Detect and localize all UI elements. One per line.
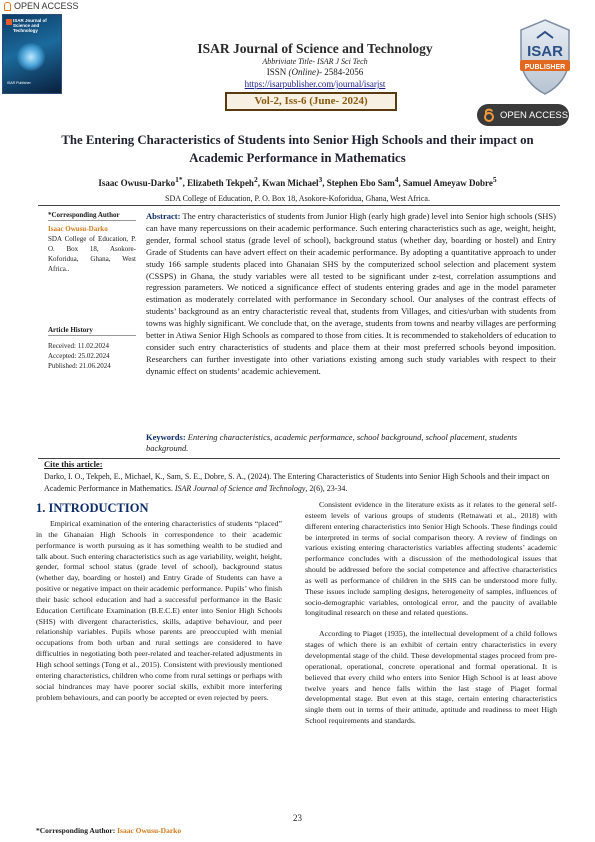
author-name: Kwan Michael bbox=[262, 178, 319, 188]
corresponding-author-address: SDA College of Education, P. O. Box 18, Asokore-Koforidua, Ghana, West Africa.. bbox=[48, 235, 136, 273]
abstract bbox=[146, 211, 556, 378]
introduction-heading: 1. INTRODUCTION bbox=[36, 501, 149, 515]
accepted-date: Accepted: 25.02.2024 bbox=[48, 352, 110, 360]
open-access-top-text: OPEN ACCESS bbox=[14, 1, 79, 11]
corresponding-author-label: *Corresponding Author bbox=[48, 211, 120, 219]
keywords bbox=[146, 432, 556, 454]
volume-issue-badge: Vol-2, Iss-6 (June- 2024) bbox=[225, 92, 397, 111]
citation-tail: , 2(6), 23-34. bbox=[305, 484, 348, 493]
corresponding-author-name: Isaac Owusu-Darko bbox=[48, 225, 108, 233]
logo-text: ISAR bbox=[527, 43, 563, 60]
open-access-top-label bbox=[4, 1, 79, 11]
keywords-heading: Keywords: bbox=[146, 432, 186, 442]
citation bbox=[44, 471, 559, 495]
author-sup: 2 bbox=[253, 175, 258, 184]
intro-paragraph: Consistent evidence in the literature exists as it relates to the general self-esteem levels of various groups of students (Retnawati et al., 2018) with different entering characteristics into Senior High Schools. These findings could be interpreted in terms of social comparison theory. A review of findings on various existing entering characteristics variables affecting students’ academic performance concludes with a discussion of the methodological issues that should be addressed before the social competence and affective characteristics as well as performance of children in the SHS can be understood more fully. These issues include sampling designs, heterogeneity of samples, influences of socio-demographic variables, ontological error, and the paucity of available longitudinal research on these and related questions. bbox=[305, 500, 557, 618]
footer-label: *Corresponding Author: bbox=[36, 826, 118, 835]
cover-publisher: ISAR Publisher bbox=[7, 81, 31, 85]
cover-logo-square bbox=[6, 19, 12, 25]
author-sup: 3 bbox=[318, 175, 323, 184]
open-access-badge-text: OPEN ACCESS bbox=[500, 109, 569, 121]
article-history-label: Article History bbox=[48, 326, 93, 334]
issn-type: (Online) bbox=[288, 67, 319, 77]
author-name: Samuel Ameyaw Dobre bbox=[402, 178, 493, 188]
paper-title: The Entering Characteristics of Students into Senior High Schools and their impact on Academic Performance in Mathematics bbox=[61, 133, 534, 165]
intro-column-2 bbox=[305, 500, 557, 737]
abstract-divider bbox=[38, 458, 560, 459]
paper-affiliation: SDA College of Education, P. O. Box 18, Asokore-Koforidua, Ghana, West Africa. bbox=[165, 194, 430, 203]
cover-title: ISAR Journal of Science and Technology bbox=[13, 18, 47, 34]
journal-url-link[interactable]: https://isarpublisher.com/journal/isarjst bbox=[244, 79, 386, 89]
cover-globe-graphic bbox=[17, 43, 45, 71]
logo-subtext: PUBLISHER bbox=[524, 64, 566, 71]
author-name: Elizabeth Tekpeh bbox=[187, 178, 254, 188]
author-sup: 1* bbox=[175, 175, 183, 184]
keywords-list: Entering characteristics, academic performance, school background, school placement, students background. bbox=[146, 432, 518, 453]
footer-author-name: Isaac Owusu-Darko bbox=[117, 826, 182, 835]
journal-issn bbox=[150, 67, 480, 77]
cite-heading: Cite this article: bbox=[44, 459, 103, 469]
footer-corresponding-author bbox=[36, 826, 181, 835]
isar-publisher-logo bbox=[517, 18, 573, 96]
abstract-heading: Abstract: bbox=[146, 211, 181, 221]
issn-value: - 2584-2056 bbox=[319, 67, 364, 77]
author-name: Isaac Owusu-Darko bbox=[98, 178, 176, 188]
paper-authors: Isaac Owusu-Darko$^{1*}$, Elizabeth Tekpeh$^2$, Kwan Michael$^3$, Stephen Ebo Sam$^4$, Samuel Ameyaw Dobre$^5$ bbox=[98, 175, 497, 188]
published-date: Published: 21.06.2024 bbox=[48, 362, 111, 370]
citation-journal: ISAR Journal of Science and Technology bbox=[174, 484, 306, 493]
side-divider-history bbox=[48, 335, 136, 336]
author-sup: 4 bbox=[394, 175, 399, 184]
journal-abbreviation: Abbriviate Title- ISAR J Sci Tech bbox=[262, 57, 368, 66]
journal-title: ISAR Journal of Science and Technology bbox=[197, 41, 433, 56]
received-date: Received: 11.02.2024 bbox=[48, 342, 109, 350]
intro-column-1: Empirical examination of the entering characteristics of students “placed” in the Ghanaian High Schools in correspondence to their academic performance is worth pursuing as it has something wealth to be studied and talk about. Such entering characteristics such as age variability, weight, height, gender, formal school status (grade level of school), background status (whether day, boarding or hostel) and Entry Grade of Students can have a positive or negative impact on their academic performance. Pupils’ who finish their basic school education and had a successful performance in the Basic Education Certificate Examination (B.E.C.E) enter into Senior High Schools (SHS) with divergent characteristics, skills, adaptive behaviour, and peer relationship variables. Pupils whose parents are preoccupied with menial occupations from both urban and rural settings are considered to have difficulties in negotiating both peer-related and teacher-related adjustments in High school settings (Tong et al., 2015). Consistent with previously mentioned entering characteristics, children who come from rural settings or perhaps with social hindrances may have poorer social skills, exhibit more interfering problem behaviours, and can poorly be accepted or even rejected by peers. bbox=[36, 519, 282, 702]
citation-text: Darko, I. O., Tekpeh, E., Michael, K., Sam, S. E., Dobre, S. A., (2024). The Entering Characteristics of Students into Senior High Schools and their impact on Academic Performance in Mathematics. bbox=[44, 472, 550, 493]
article-history bbox=[48, 325, 136, 371]
open-access-lock-icon bbox=[483, 108, 495, 122]
issn-label: ISSN bbox=[266, 67, 289, 77]
open-lock-icon bbox=[4, 2, 11, 11]
journal-cover-thumbnail bbox=[2, 14, 62, 94]
page-number: 23 bbox=[293, 813, 302, 823]
side-divider-top bbox=[48, 220, 136, 221]
open-access-badge[interactable] bbox=[477, 104, 569, 126]
abstract-text: The entry characteristics of students from Junior High (early high grade) level into Senior high schools (SHS) can have many repercussions on their academic performance. Such entering characteristics such as age, weight, height, gender, formal school status (grade level of school), background status (whether day, boarding or hostel) and Entry Grade of Students can have advert effect on their academic performance. By adopting a quantitative approach to under study 166 sample students placed into Ghanaian SHS by the computerized school selection and placement system (CSSPS) in Ghana, the study variables were all tested to be significant under z-test, correlation assumptions and regression parameters. We noticed a significance effect of students entering grades and age in the model parameter estimation as moderately correlated with performance in Secondary school. Our analyses of the contrast effects of students’ background as an entry characteristic reveal that, students from Villages, and cities/urban with students from towns was highly significant. We conclude that, on the average, students from towns and nearby villages are performing better in Atiwa Senior High Schools as compared to those from cities. It is recommended to stakeholders of education to consider such entry characteristics of students and place them at their most preferred schools beyond imposition. Researchers can further investigate into other variations existing among such study variables with respect to their dynamic effect on students’ academic achievement. bbox=[146, 211, 556, 376]
author-name: Stephen Ebo Sam bbox=[326, 178, 395, 188]
header-divider bbox=[38, 205, 560, 206]
intro-paragraph: According to Piaget (1935), the intellectual development of a child follows stages of which there is an exhibit of certain entry characteristics in every developmental stage of the child. These developmental stages proceed from pre-operational, operational, concrete operational and formal operational. It is believed that every child who enters into Senior High School is at least above twelve years and hence falls within the last stage of Piaget formal developmental stage. But even at this stage, certain entering characteristics single them out in terms of their attitude, aptitude and readiness to meet High School requirements and standards. bbox=[305, 629, 557, 726]
author-sup: 5 bbox=[492, 175, 497, 184]
